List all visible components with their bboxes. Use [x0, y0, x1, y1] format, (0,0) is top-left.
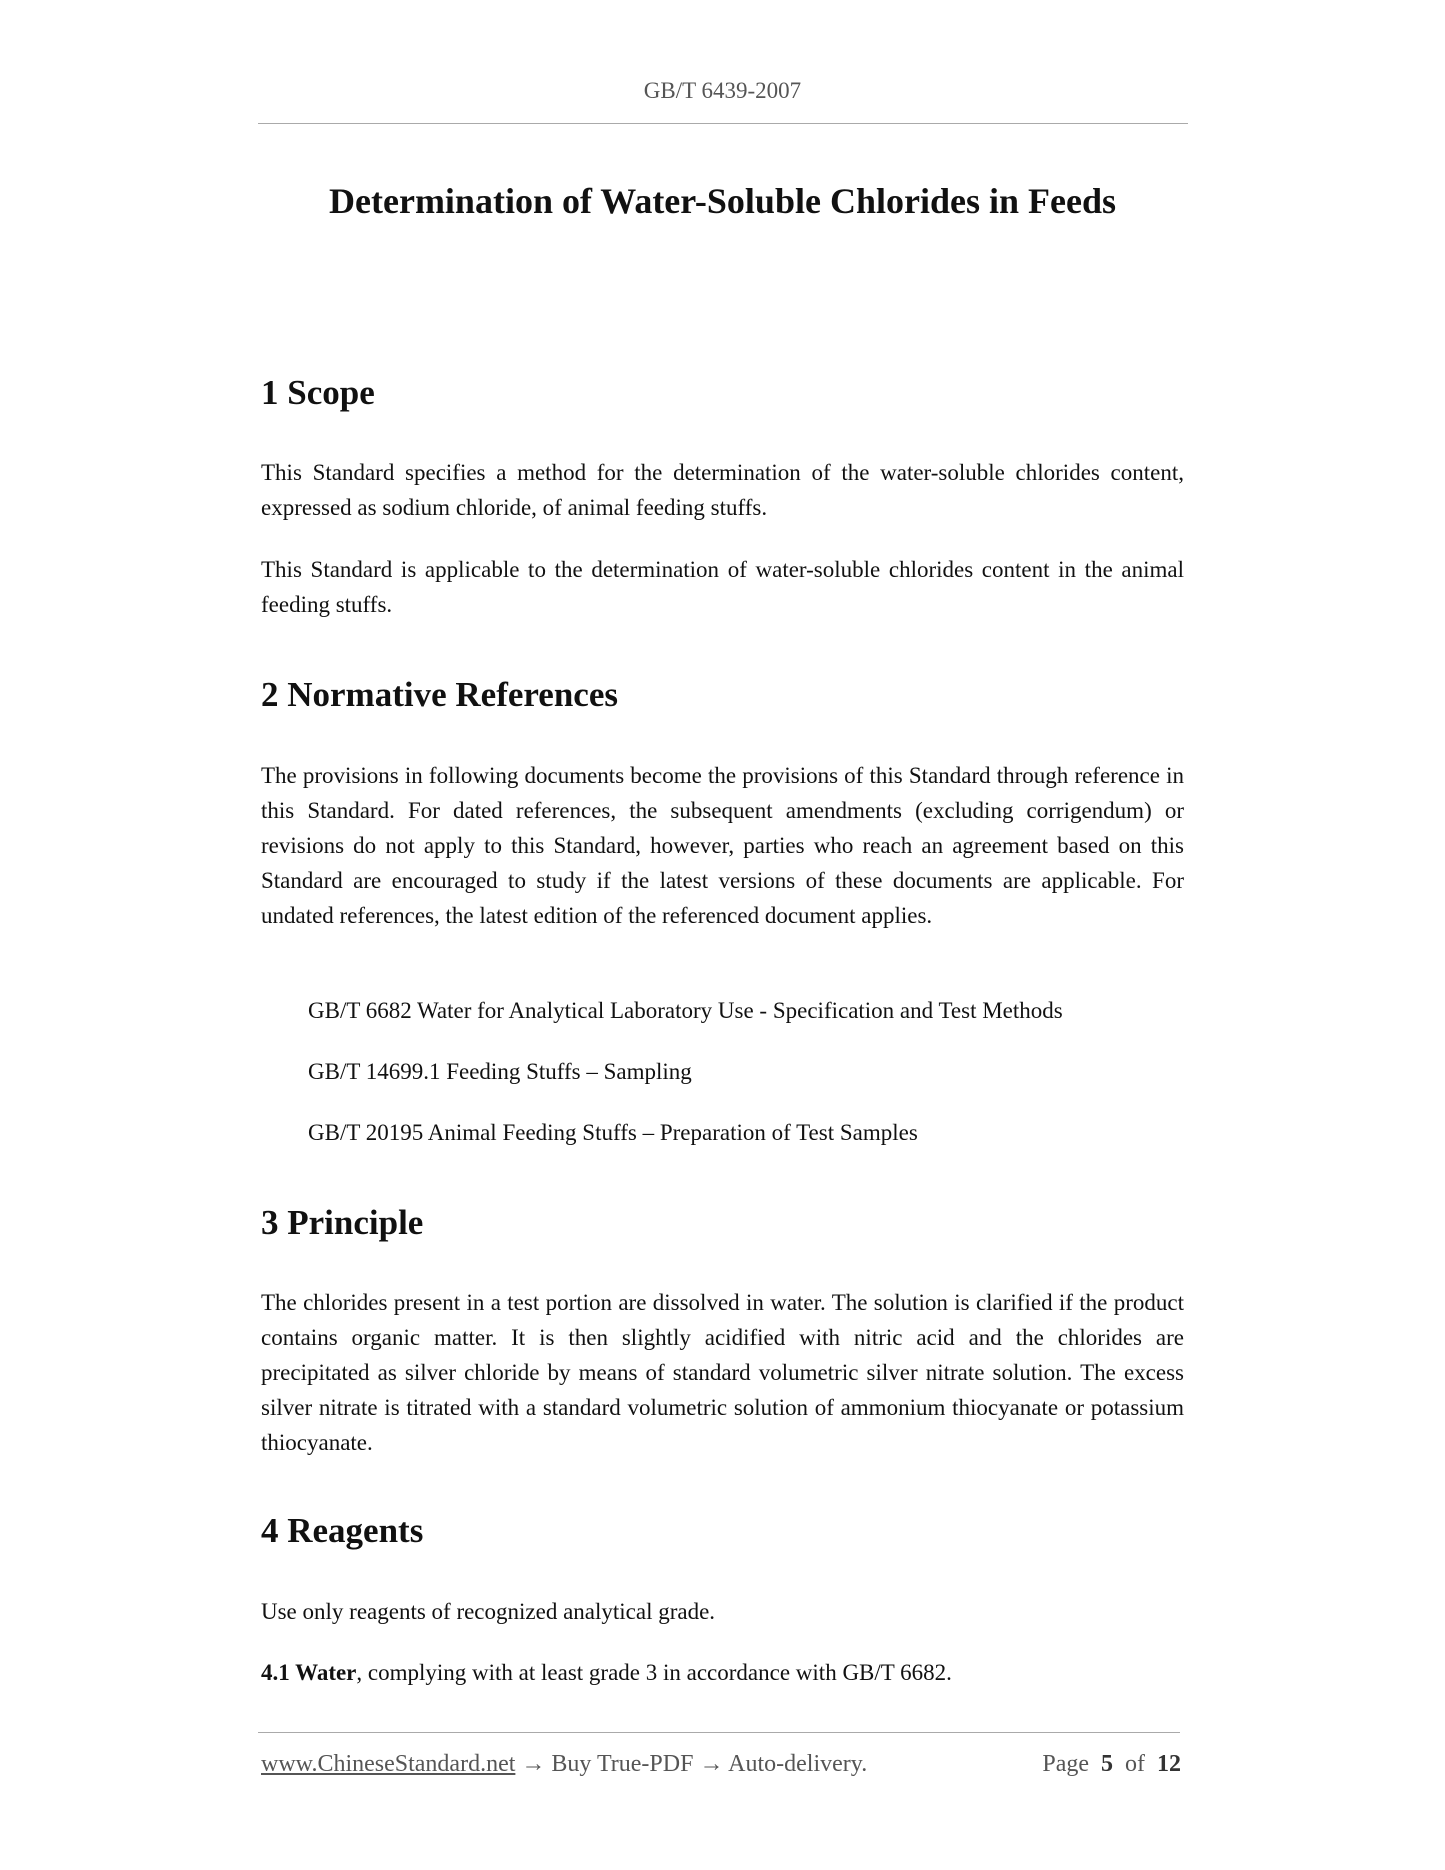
- document-title: Determination of Water-Soluble Chlorides in Feeds: [329, 181, 1116, 221]
- section-heading-principle: 3 Principle: [261, 1203, 424, 1242]
- footer-divider: [258, 1732, 1180, 1733]
- header-divider: [258, 123, 1188, 124]
- page-footer: [261, 1751, 1181, 1778]
- reference-item: GB/T 20195 Animal Feeding Stuffs – Preparation of Test Samples: [308, 1120, 918, 1145]
- reagent-item-label: 4.1 Water: [261, 1660, 357, 1685]
- scope-paragraph-2: This Standard is applicable to the determination of water-soluble chlorides content in the animal feeding stuffs.: [261, 557, 1184, 617]
- running-header: GB/T 6439-2007: [643, 78, 802, 103]
- arrow-right-icon: →: [521, 1751, 546, 1777]
- section-heading-reagents: 4 Reagents: [261, 1511, 424, 1550]
- page-word: Page: [1042, 1751, 1089, 1777]
- arrow-right-icon: →: [699, 1751, 724, 1777]
- page-total: 12: [1157, 1751, 1181, 1777]
- page-current: 5: [1101, 1751, 1113, 1777]
- website-link[interactable]: www.ChineseStandard.net: [261, 1751, 516, 1777]
- reference-item: GB/T 6682 Water for Analytical Laboratory Use - Specification and Test Methods: [308, 998, 1063, 1023]
- reagent-item-text: , complying with at least grade 3 in accordance with GB/T 6682.: [356, 1660, 952, 1685]
- page-indicator: [1042, 1751, 1181, 1778]
- principle-paragraph: The chlorides present in a test portion are dissolved in water. The solution is clarified if the product contains organic matter. It is then slightly acidified with nitric acid and the chlorides are precipitated as silver chloride by means of standard volumetric silver nitrate solution. The excess silver nitrate is titrated with a standard volumetric solution of ammonium thiocyanate or potassium thiocyanate.: [261, 1290, 1184, 1455]
- reagent-item-water: [261, 1655, 1184, 1690]
- normative-paragraph: The provisions in following documents become the provisions of this Standard through reference in this Standard. For dated references, the subsequent amendments (excluding corrigendum) or revisions do not apply to this Standard, however, parties who reach an agreement based on this Standard are encouraged to study if the latest versions of these documents are applicable. For undated references, the latest edition of the referenced document applies.: [261, 763, 1184, 928]
- of-word: of: [1125, 1751, 1145, 1777]
- buy-pdf-text: Buy True-PDF: [551, 1751, 694, 1777]
- reagents-paragraph: Use only reagents of recognized analytical grade.: [261, 1599, 716, 1624]
- section-heading-scope: 1 Scope: [261, 373, 375, 412]
- scope-paragraph-1: This Standard specifies a method for the determination of the water-soluble chlorides content, expressed as sodium chloride, of animal feeding stuffs.: [261, 460, 1184, 520]
- section-heading-normative-references: 2 Normative References: [261, 675, 618, 714]
- reference-item: GB/T 14699.1 Feeding Stuffs – Sampling: [308, 1059, 692, 1084]
- auto-delivery-text: Auto-delivery.: [728, 1751, 868, 1777]
